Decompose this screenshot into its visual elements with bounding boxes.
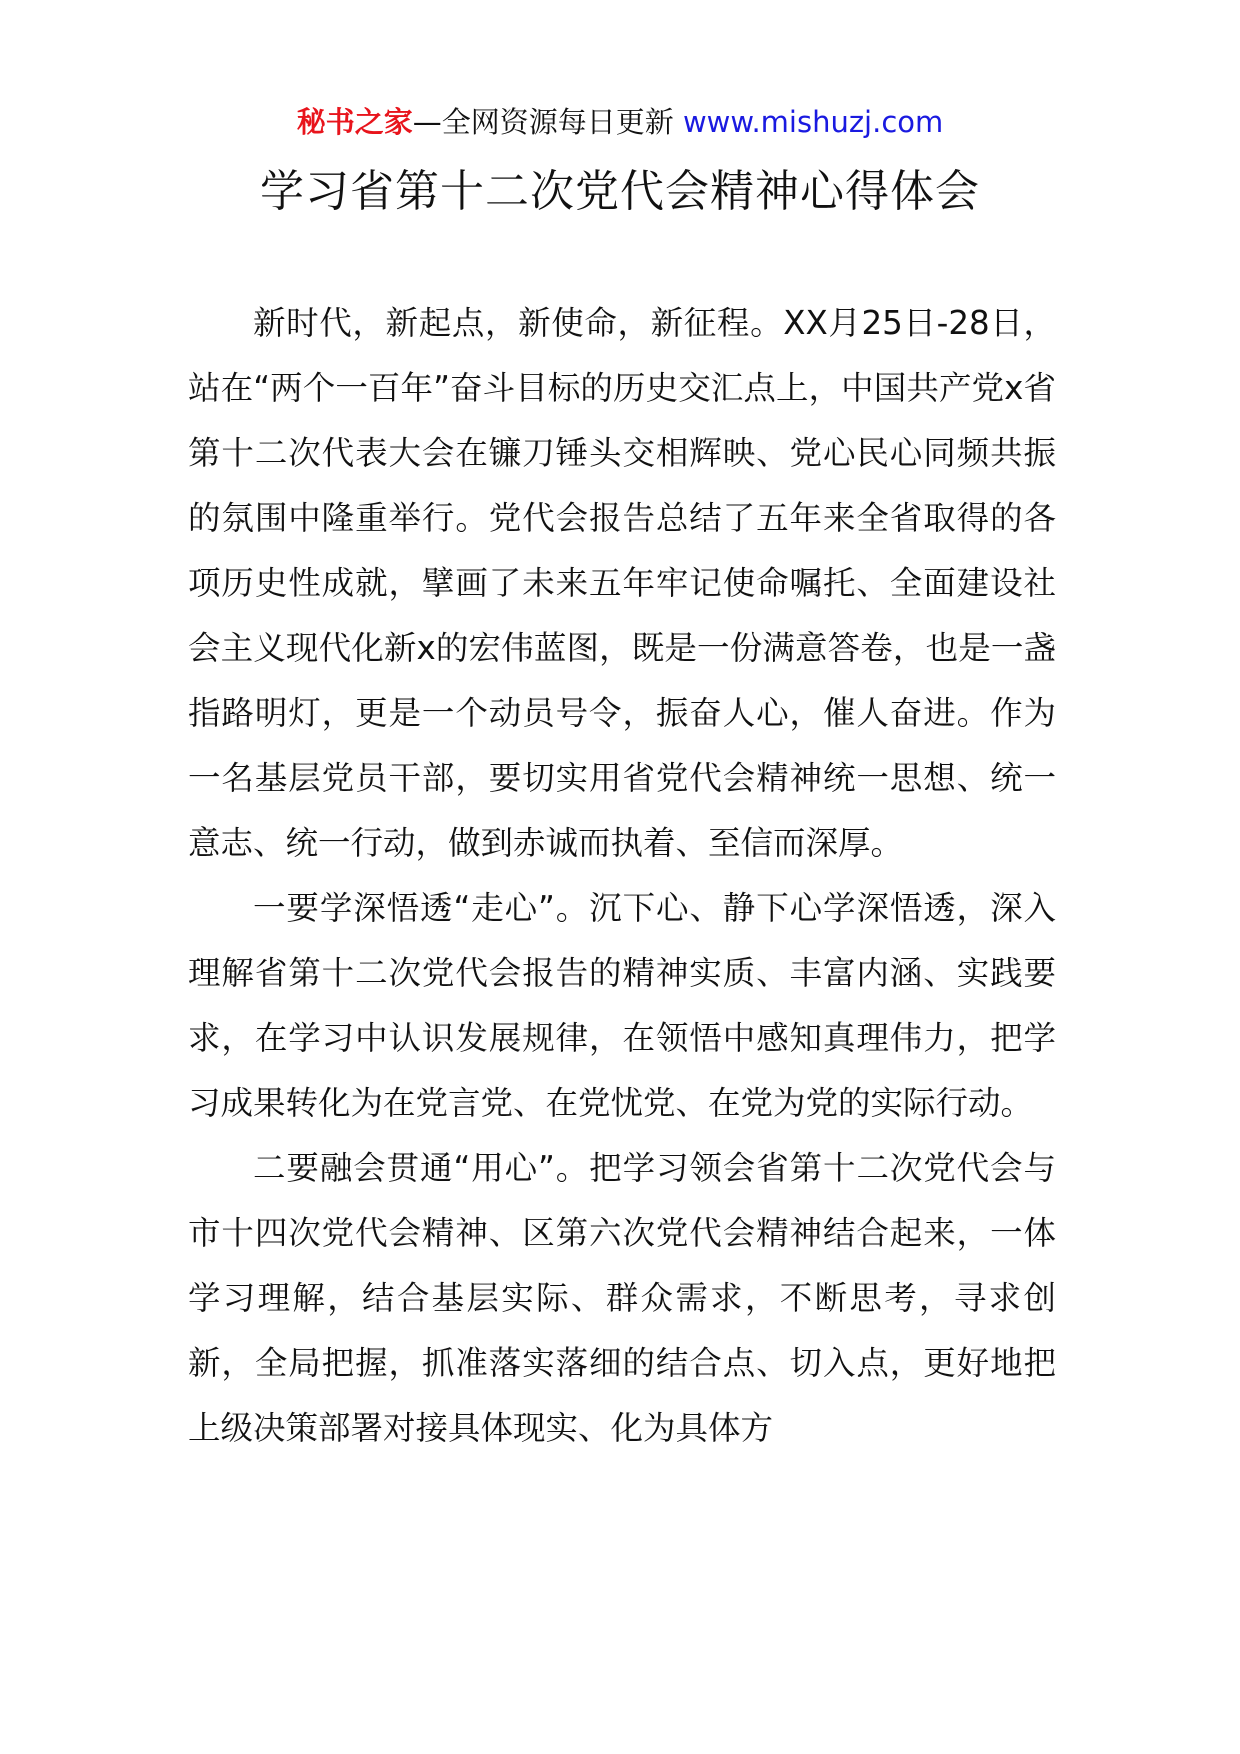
- site-slogan: —全网资源每日更新: [412, 105, 674, 139]
- paragraph-intro: 新时代，新起点，新使命，新征程。XX月25日-28日，站在“两个一百年”奋斗目标的历史交汇点上，中国共产党x省第十二次代表大会在镰刀锤头交相辉映、党心民心同频共振的氛围中隆重举行。党代会报告总结了五年来全省取得的各项历史性成就，擘画了未来五年牢记使命嘱托、全面建设社会主义现代化新x的宏伟蓝图，既是一份满意答卷，也是一盏指路明灯，更是一个动员号令，振奋人心，催人奋进。作为一名基层党员干部，要切实用省党代会精神统一思想、统一意志、统一行动，做到赤诚而执着、至信而深厚。: [188, 304, 1056, 862]
- paragraph-point-one: 一要学深悟透“走心”。沉下心、静下心学深悟透，深入理解省第十二次党代会报告的精神实质、丰富内涵、实践要求，在学习中认识发展规律，在领悟中感知真理伟力，把学习成果转化为在党言党、在党忧党、在党为党的实际行动。: [188, 889, 1056, 1122]
- document-body: [188, 291, 1056, 1461]
- document-title: 学习省第十二次党代会精神心得体会: [260, 166, 980, 217]
- paragraph-point-two: 二要融会贯通“用心”。把学习领会省第十二次党代会与市十四次党代会精神、区第六次党代会精神结合起来，一体学习理解，结合基层实际、群众需求，不断思考，寻求创新，全局把握，抓准落实落细的结合点、切入点，更好地把上级决策部署对接具体现实、化为具体方: [188, 1149, 1056, 1447]
- site-header: [0, 100, 1240, 144]
- brand-name: 秘书之家: [296, 105, 413, 139]
- site-url-link[interactable]: www.mishuzj.com: [682, 105, 944, 139]
